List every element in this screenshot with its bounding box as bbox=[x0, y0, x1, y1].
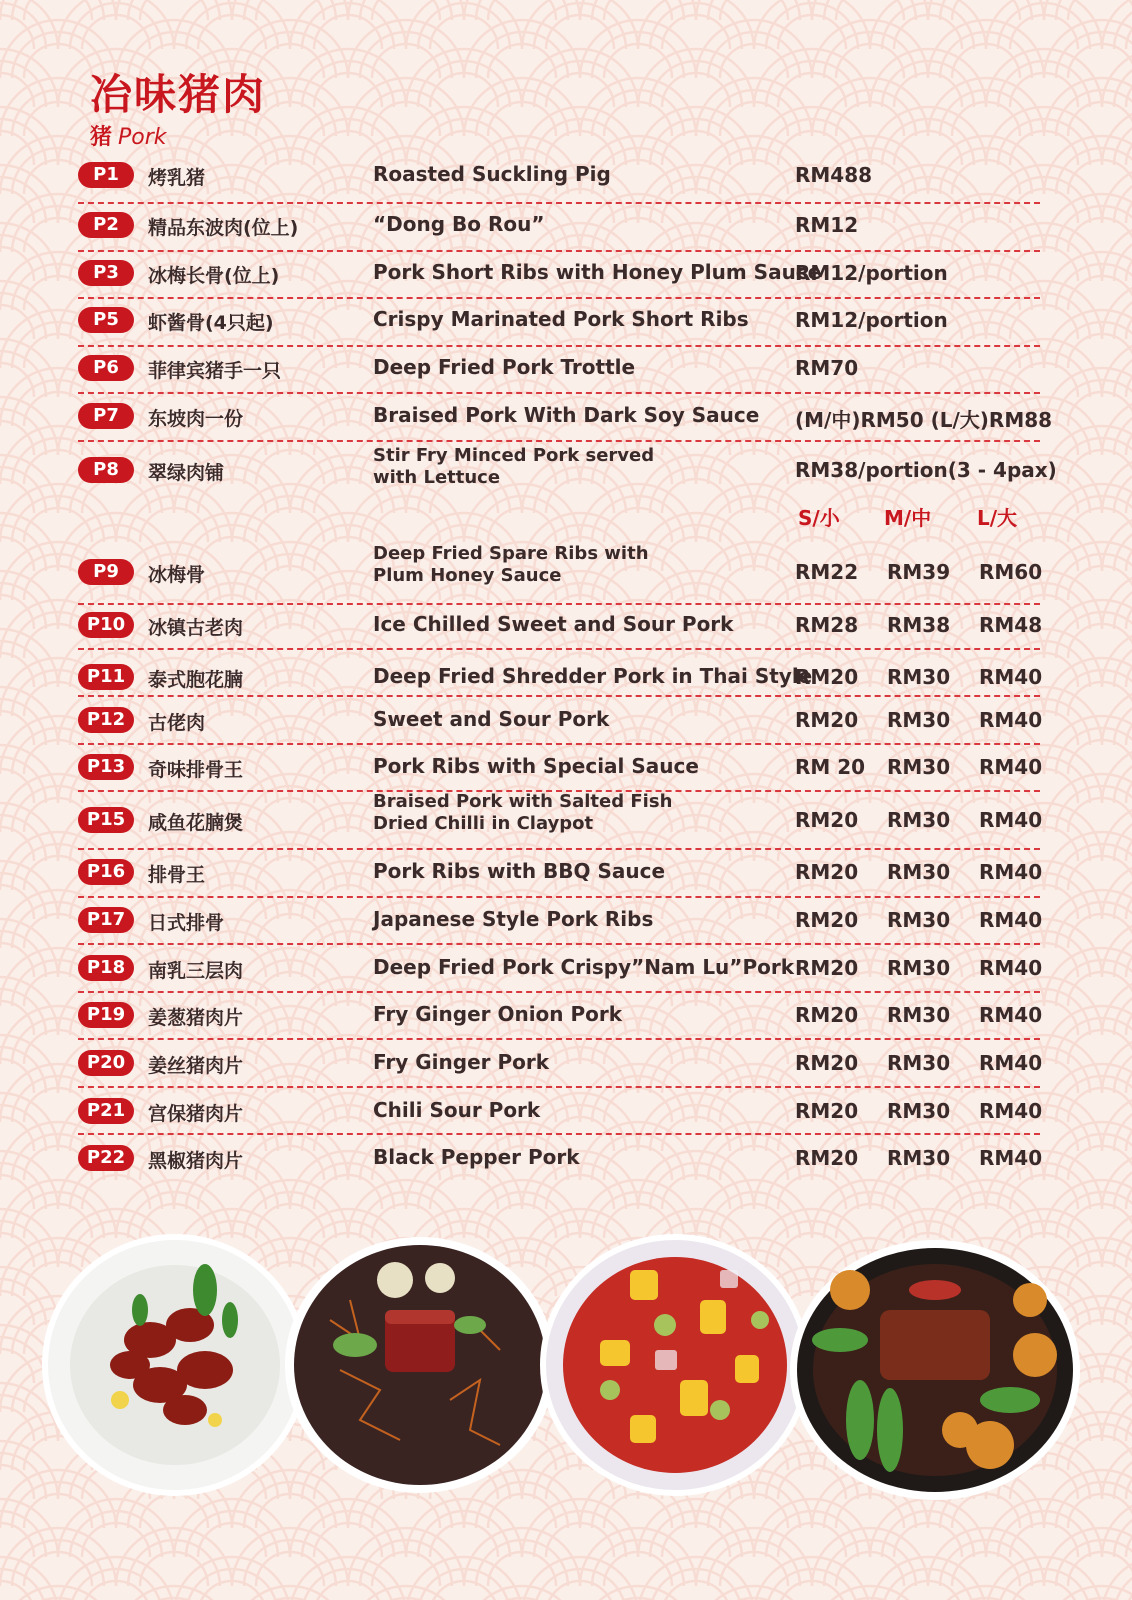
item-chinese-name: 宫保猪肉片 bbox=[148, 1103, 244, 1125]
item-code-badge: P3 bbox=[78, 260, 134, 286]
item-english-name-line: Deep Fried Spare Ribs with bbox=[373, 543, 649, 564]
item-english-name-line: Pork Ribs with Special Sauce bbox=[373, 754, 699, 778]
item-code-badge: P17 bbox=[78, 907, 134, 933]
item-english-name-line: Deep Fried Shredder Pork in Thai Style bbox=[373, 664, 813, 688]
price-small: RM20 bbox=[795, 1051, 859, 1075]
menu-item-p19 bbox=[78, 1000, 1043, 1040]
menu-item-p18 bbox=[78, 953, 1043, 993]
item-code-badge: P7 bbox=[78, 403, 134, 429]
item-english-name bbox=[373, 1003, 622, 1026]
item-english-name-line: Deep Fried Pork Crispy”Nam Lu”Pork bbox=[373, 955, 795, 979]
item-code-badge: P5 bbox=[78, 307, 134, 333]
menu-item-p8 bbox=[78, 445, 1057, 495]
price-large: RM40 bbox=[979, 1051, 1043, 1075]
price-medium: RM30 bbox=[887, 665, 951, 689]
item-english-name-line: Plum Honey Sauce bbox=[373, 565, 562, 586]
item-english-name-line: Stir Fry Minced Pork served bbox=[373, 445, 655, 466]
price-large: RM40 bbox=[979, 1146, 1043, 1170]
item-chinese-name: 咸鱼花腩煲 bbox=[148, 812, 244, 834]
item-english-name bbox=[373, 860, 665, 883]
menu-item-p9 bbox=[78, 543, 1043, 605]
menu-item-p17 bbox=[78, 905, 1043, 945]
item-code-badge: P13 bbox=[78, 754, 134, 780]
item-english-name-line: Black Pepper Pork bbox=[373, 1145, 580, 1169]
item-code-badge: P16 bbox=[78, 859, 134, 885]
item-chinese-name: 排骨王 bbox=[148, 864, 206, 886]
price-large: RM40 bbox=[979, 956, 1043, 980]
price-small: RM20 bbox=[795, 860, 859, 884]
menu-item-p15 bbox=[78, 791, 1043, 850]
menu-item-p1 bbox=[78, 160, 1040, 204]
size-header-medium: M/中 bbox=[884, 506, 932, 530]
item-english-name-line: Braised Pork with Salted Fish bbox=[373, 791, 673, 812]
item-chinese-name: 奇味排骨王 bbox=[148, 759, 244, 781]
item-chinese-name: 姜葱猪肉片 bbox=[148, 1007, 244, 1029]
price-medium: RM30 bbox=[887, 808, 951, 832]
menu-item-p12 bbox=[78, 705, 1043, 745]
item-chinese-name: 日式排骨 bbox=[148, 912, 225, 934]
price-large: RM40 bbox=[979, 665, 1043, 689]
size-header-small: S/小 bbox=[798, 506, 840, 530]
item-chinese-name: 冰梅长骨(位上) bbox=[148, 265, 280, 287]
item-code-badge: P11 bbox=[78, 664, 134, 690]
item-price: RM12/portion bbox=[795, 261, 948, 285]
item-english-name-line: Japanese Style Pork Ribs bbox=[373, 907, 654, 931]
price-large: RM60 bbox=[979, 560, 1043, 584]
price-medium: RM30 bbox=[887, 1146, 951, 1170]
price-large: RM40 bbox=[979, 908, 1043, 932]
item-english-name-line: Fry Ginger Onion Pork bbox=[373, 1002, 623, 1026]
item-chinese-name: 精品东波肉(位上) bbox=[148, 217, 299, 239]
item-chinese-name: 菲律宾猪手一只 bbox=[148, 360, 282, 382]
item-english-name bbox=[373, 755, 699, 778]
price-medium: RM39 bbox=[887, 560, 951, 584]
dish-photo-sweet-sour-pork bbox=[543, 1237, 807, 1493]
item-price: (M/中)RM50 (L/大)RM88 bbox=[795, 408, 1053, 432]
item-english-name bbox=[373, 665, 812, 688]
price-large: RM40 bbox=[979, 1003, 1043, 1027]
item-english-name bbox=[373, 163, 611, 186]
item-english-name bbox=[373, 1099, 540, 1122]
price-medium: RM30 bbox=[887, 1051, 951, 1075]
item-chinese-name: 虾酱骨(4只起) bbox=[148, 312, 274, 334]
item-price: RM70 bbox=[795, 356, 859, 380]
item-english-name-line: Braised Pork With Dark Soy Sauce bbox=[373, 403, 760, 427]
item-english-name bbox=[373, 261, 821, 284]
menu-item-p22 bbox=[78, 1143, 1043, 1183]
category-subtitle-en: Pork bbox=[118, 125, 167, 150]
menu-item-p21 bbox=[78, 1096, 1043, 1135]
item-code-badge: P10 bbox=[78, 612, 134, 638]
item-chinese-name: 泰式胞花腩 bbox=[148, 669, 244, 691]
price-small: RM20 bbox=[795, 708, 859, 732]
price-small: RM20 bbox=[795, 1146, 859, 1170]
item-chinese-name: 南乳三层肉 bbox=[148, 960, 244, 982]
item-price: RM488 bbox=[795, 163, 873, 187]
item-english-name-line: Dried Chilli in Claypot bbox=[373, 813, 594, 834]
price-medium: RM30 bbox=[887, 755, 951, 779]
item-english-name-line: Sweet and Sour Pork bbox=[373, 707, 610, 731]
item-price: RM12 bbox=[795, 213, 859, 237]
dish-photos bbox=[0, 1230, 1132, 1560]
item-english-name bbox=[373, 213, 544, 236]
menu-item-p7 bbox=[78, 401, 1053, 442]
item-code-badge: P12 bbox=[78, 707, 134, 733]
menu-item-p16 bbox=[78, 857, 1043, 898]
menu-item-p6 bbox=[78, 353, 1040, 394]
item-english-name bbox=[373, 308, 749, 331]
item-english-name bbox=[373, 791, 672, 835]
item-english-name-line: Crispy Marinated Pork Short Ribs bbox=[373, 307, 749, 331]
item-code-badge: P22 bbox=[78, 1145, 134, 1171]
item-english-name-line: Fry Ginger Pork bbox=[373, 1050, 550, 1074]
dish-photo-braised-pork bbox=[790, 1240, 1080, 1500]
size-header-large: L/大 bbox=[977, 506, 1018, 530]
item-english-name bbox=[373, 404, 759, 427]
item-code-badge: P21 bbox=[78, 1098, 134, 1124]
item-english-name bbox=[373, 445, 654, 489]
item-english-name bbox=[373, 356, 635, 379]
item-english-name bbox=[373, 543, 649, 587]
item-code-badge: P6 bbox=[78, 355, 134, 381]
item-english-name-line: Chili Sour Pork bbox=[373, 1098, 541, 1122]
item-english-name bbox=[373, 1146, 580, 1169]
item-code-badge: P19 bbox=[78, 1002, 134, 1028]
item-code-badge: P20 bbox=[78, 1050, 134, 1076]
price-small: RM20 bbox=[795, 1099, 859, 1123]
dish-photo-dong-bo-rou bbox=[285, 1237, 555, 1493]
price-small: RM22 bbox=[795, 560, 859, 584]
item-english-name bbox=[373, 1051, 549, 1074]
item-chinese-name: 姜丝猪肉片 bbox=[148, 1055, 244, 1077]
item-code-badge: P15 bbox=[78, 807, 134, 833]
price-medium: RM30 bbox=[887, 1003, 951, 1027]
price-small: RM20 bbox=[795, 665, 859, 689]
price-large: RM40 bbox=[979, 755, 1043, 779]
menu-item-p10 bbox=[78, 610, 1043, 650]
item-price: RM38/portion(3 - 4pax) bbox=[795, 458, 1057, 482]
item-chinese-name: 东坡肉一份 bbox=[148, 408, 244, 430]
item-english-name-line: with Lettuce bbox=[373, 467, 501, 488]
item-chinese-name: 烤乳猪 bbox=[148, 167, 206, 189]
menu-item-p11 bbox=[78, 662, 1043, 697]
price-large: RM48 bbox=[979, 613, 1043, 637]
item-english-name-line: Ice Chilled Sweet and Sour Pork bbox=[373, 612, 734, 636]
item-english-name bbox=[373, 956, 794, 979]
price-small: RM20 bbox=[795, 956, 859, 980]
item-english-name-line: Deep Fried Pork Trottle bbox=[373, 355, 636, 379]
price-large: RM40 bbox=[979, 1099, 1043, 1123]
item-code-badge: P9 bbox=[78, 559, 134, 585]
item-code-badge: P8 bbox=[78, 457, 134, 483]
price-large: RM40 bbox=[979, 708, 1043, 732]
item-chinese-name: 黑椒猪肉片 bbox=[148, 1150, 244, 1172]
price-medium: RM30 bbox=[887, 860, 951, 884]
price-small: RM20 bbox=[795, 1003, 859, 1027]
price-medium: RM30 bbox=[887, 956, 951, 980]
item-english-name bbox=[373, 613, 733, 636]
menu-item-p20 bbox=[78, 1048, 1043, 1088]
item-code-badge: P18 bbox=[78, 955, 134, 981]
item-chinese-name: 冰梅骨 bbox=[148, 564, 206, 586]
item-code-badge: P1 bbox=[78, 162, 134, 188]
price-medium: RM38 bbox=[887, 613, 951, 637]
price-medium: RM30 bbox=[887, 908, 951, 932]
menu-item-p13 bbox=[78, 752, 1043, 792]
price-small: RM20 bbox=[795, 808, 859, 832]
item-price: RM12/portion bbox=[795, 308, 948, 332]
item-chinese-name: 古佬肉 bbox=[148, 712, 206, 734]
item-chinese-name: 冰镇古老肉 bbox=[148, 617, 244, 639]
item-english-name-line: Pork Ribs with BBQ Sauce bbox=[373, 859, 666, 883]
item-chinese-name: 翠绿肉铺 bbox=[148, 462, 225, 484]
category-subtitle-zh: 猪 bbox=[90, 125, 113, 150]
dish-photo-plum-ribs bbox=[45, 1237, 305, 1493]
item-english-name-line: “Dong Bo Rou” bbox=[373, 212, 545, 236]
menu-item-p3 bbox=[78, 258, 1040, 299]
price-large: RM40 bbox=[979, 808, 1043, 832]
price-large: RM40 bbox=[979, 860, 1043, 884]
price-small: RM28 bbox=[795, 613, 859, 637]
item-english-name bbox=[373, 708, 609, 731]
menu-item-p5 bbox=[78, 305, 1040, 347]
item-english-name-line: Roasted Suckling Pig bbox=[373, 162, 611, 186]
price-small: RM20 bbox=[795, 908, 859, 932]
price-medium: RM30 bbox=[887, 1099, 951, 1123]
item-code-badge: P2 bbox=[78, 212, 134, 238]
price-medium: RM30 bbox=[887, 708, 951, 732]
page-title: 冶味猪肉 bbox=[90, 70, 267, 119]
price-small: RM 20 bbox=[795, 755, 866, 779]
item-english-name-line: Pork Short Ribs with Honey Plum Sauce bbox=[373, 260, 822, 284]
menu-item-p2 bbox=[78, 210, 1040, 252]
item-english-name bbox=[373, 908, 653, 931]
